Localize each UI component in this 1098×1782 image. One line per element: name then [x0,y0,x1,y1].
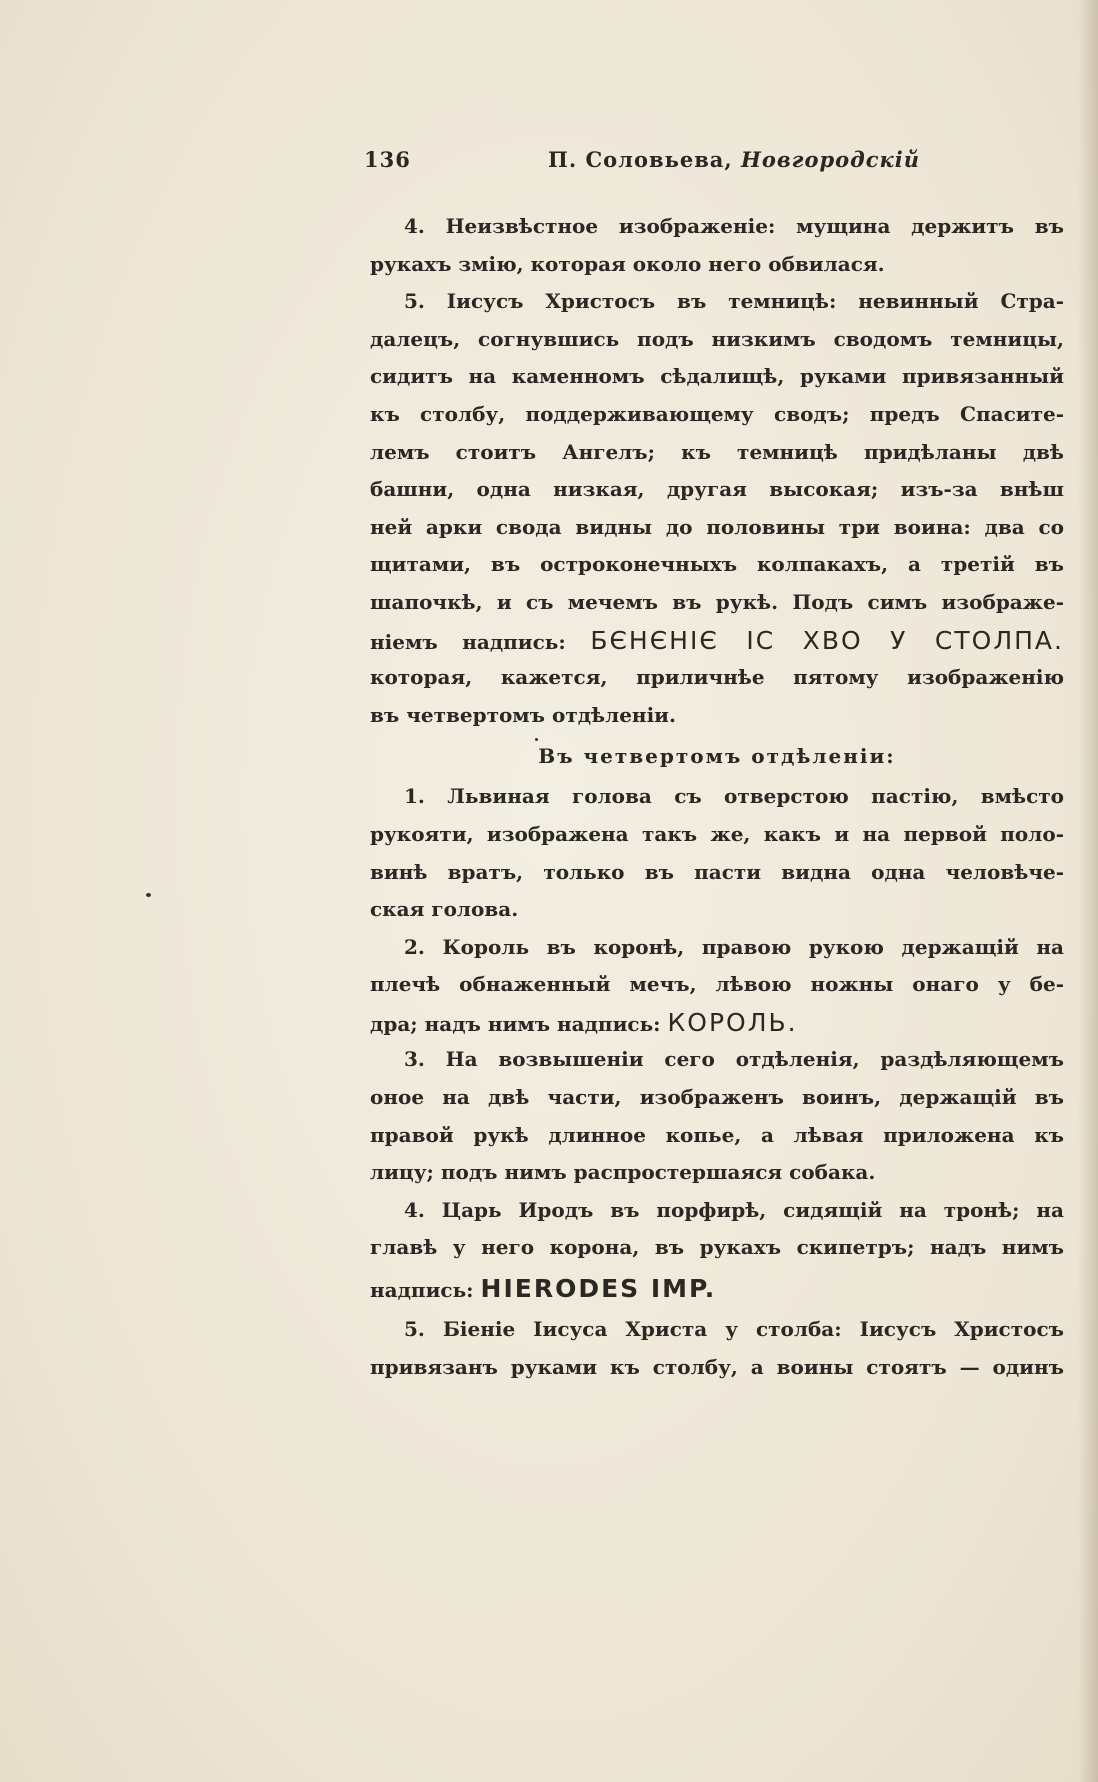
text-line: правой рукѣ длинное копье, а лѣвая приложена къ [370,1122,1064,1147]
text-line: 3. На возвышенiи сего отдѣленiя, раздѣляющемъ [404,1047,1064,1072]
text-line-with-inscription [370,1004,1064,1042]
text-line: ская голова. [370,897,519,922]
text-line: 2. Король въ коронѣ, правою рукою держащiй на [404,934,1064,959]
text-line-with-inscription [370,1267,1064,1311]
text-line: 4. Царь Иродъ въ порфирѣ, сидящiй на тронѣ; на [404,1197,1064,1222]
running-header [364,147,1064,181]
inscription-lead: нiемъ надпись: [370,629,566,654]
text-line: шапочкѣ, и съ мечемъ въ рукѣ. Подъ симъ изображе- [370,589,1064,614]
text-line: плечѣ обнаженный мечъ, лѣвою ножны онаго у бе- [370,972,1064,997]
text-line-with-inscription [370,622,1064,660]
old-slavonic-inscription: БЄНЄНІЄ ІС ХВО У СТОЛПА. [590,625,1064,655]
text-line: лицу; подъ нимъ распростершаяся собака. [370,1160,876,1185]
text-line: рукахъ змiю, которая около него обвилася. [370,251,885,276]
herod-inscription: HIERODES IMP. [480,1274,717,1304]
ink-speck [535,738,538,741]
body-text [370,208,1064,1386]
running-title-author: П. Соловьева, [548,147,733,172]
ink-speck [146,893,151,897]
text-line: башни, одна низкая, другая высокая; изъ-за внѣш [370,477,1064,502]
text-line: ней арки свода видны до половины три воина: два со [370,514,1064,539]
page-edge-shadow [1078,0,1098,1782]
text-line: далецъ, согнувшись подъ низкимъ сводомъ темницы, [370,326,1064,351]
text-line: лемъ стоитъ Ангелъ; къ темницѣ придѣланы двѣ [370,439,1064,464]
text-line: сидитъ на каменномъ сѣдалищѣ, руками привязанный [370,364,1064,389]
running-title [548,147,920,172]
king-inscription: КОРОЛЬ. [667,1007,798,1037]
inscription-lead: надпись: [370,1278,474,1303]
text-line: къ столбу, поддерживающему сводъ; предъ Спасите- [370,401,1064,426]
text-line: привязанъ руками къ столбу, а воины стоятъ — одинъ [370,1354,1064,1379]
running-title-italic: Новгородскiй [741,147,921,172]
text-line: 5. Бiенiе Iисуса Христа у столба: Iисусъ Христосъ [404,1317,1064,1342]
text-line: 5. Iисусъ Христосъ въ темницѣ: невинный Стра- [404,289,1064,314]
text-line: оное на двѣ части, изображенъ воинъ, держащiй въ [370,1085,1064,1110]
text-line: винѣ вратъ, только въ пасти видна одна человѣче- [370,859,1064,884]
inscription-lead: дра; надъ нимъ надпись: [370,1011,661,1036]
section-heading: Въ четвертомъ отдѣленiи: [538,744,896,769]
text-line: щитами, въ остроконечныхъ колпакахъ, а третiй въ [370,552,1064,577]
text-line: 4. Неизвѣстное изображенiе: мущина держитъ въ [404,214,1064,238]
text-line: въ четвертомъ отдѣленiи. [370,702,676,727]
page-number: 136 [364,147,411,172]
text-line: 1. Львиная голова съ отверстою пастiю, вмѣсто [404,784,1064,809]
text-line: которая, кажется, приличнѣе пятому изображенiю [370,665,1064,690]
text-line: главѣ у него корона, въ рукахъ скипетръ; надъ нимъ [370,1235,1064,1260]
text-line: рукояти, изображена такъ же, какъ и на первой поло- [370,821,1064,846]
